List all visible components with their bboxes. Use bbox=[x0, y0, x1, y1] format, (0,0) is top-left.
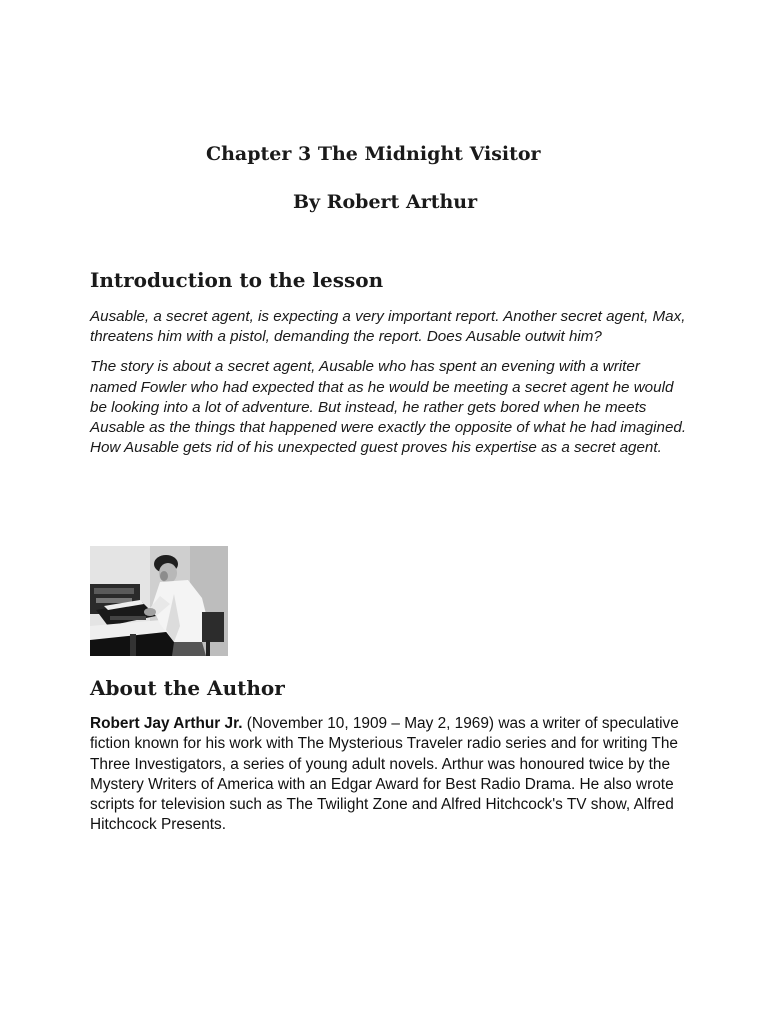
author-photo-image bbox=[90, 546, 228, 656]
author-photo bbox=[90, 546, 228, 656]
intro-paragraph: The story is about a secret agent, Ausable who has spent an evening with a writer named Fowler who had expected that as he would be meeting a secret agent he would be looking into a lot of adventure. But instead, he rather gets bored when he meets Ausable as the things that happened were exactly the opposite of what he had imagined. How Ausable gets rid of his unexpected guest proves his expertise as a secret agent. bbox=[90, 358, 687, 457]
intro-heading: Introduction to the lesson bbox=[90, 268, 384, 292]
author-bio-text: (November 10, 1909 – May 2, 1969) was a writer of speculative fiction known for his work with The Mysterious Traveler radio series and for writing The Three Investigators, a series of young adult novels. Arthur was honoured twice by the Mystery Writers of America with an Edgar Award for Best Radio Drama. He also wrote scripts for television such as The Twilight Zone and Alfred Hitchcock's TV show, Alfred Hitchcock Presents. bbox=[90, 715, 679, 834]
author-bio bbox=[90, 714, 690, 836]
byline: By Robert Arthur bbox=[293, 191, 478, 213]
chapter-title: Chapter 3 The Midnight Visitor bbox=[206, 143, 541, 165]
intro-body bbox=[90, 307, 690, 468]
author-heading: About the Author bbox=[90, 676, 285, 700]
author-name: Robert Jay Arthur Jr. bbox=[90, 715, 243, 732]
intro-paragraph: Ausable, a secret agent, is expecting a very important report. Another secret agent, Max, threatens him with a pistol, demanding the report. Does Ausable outwit him? bbox=[90, 308, 686, 346]
